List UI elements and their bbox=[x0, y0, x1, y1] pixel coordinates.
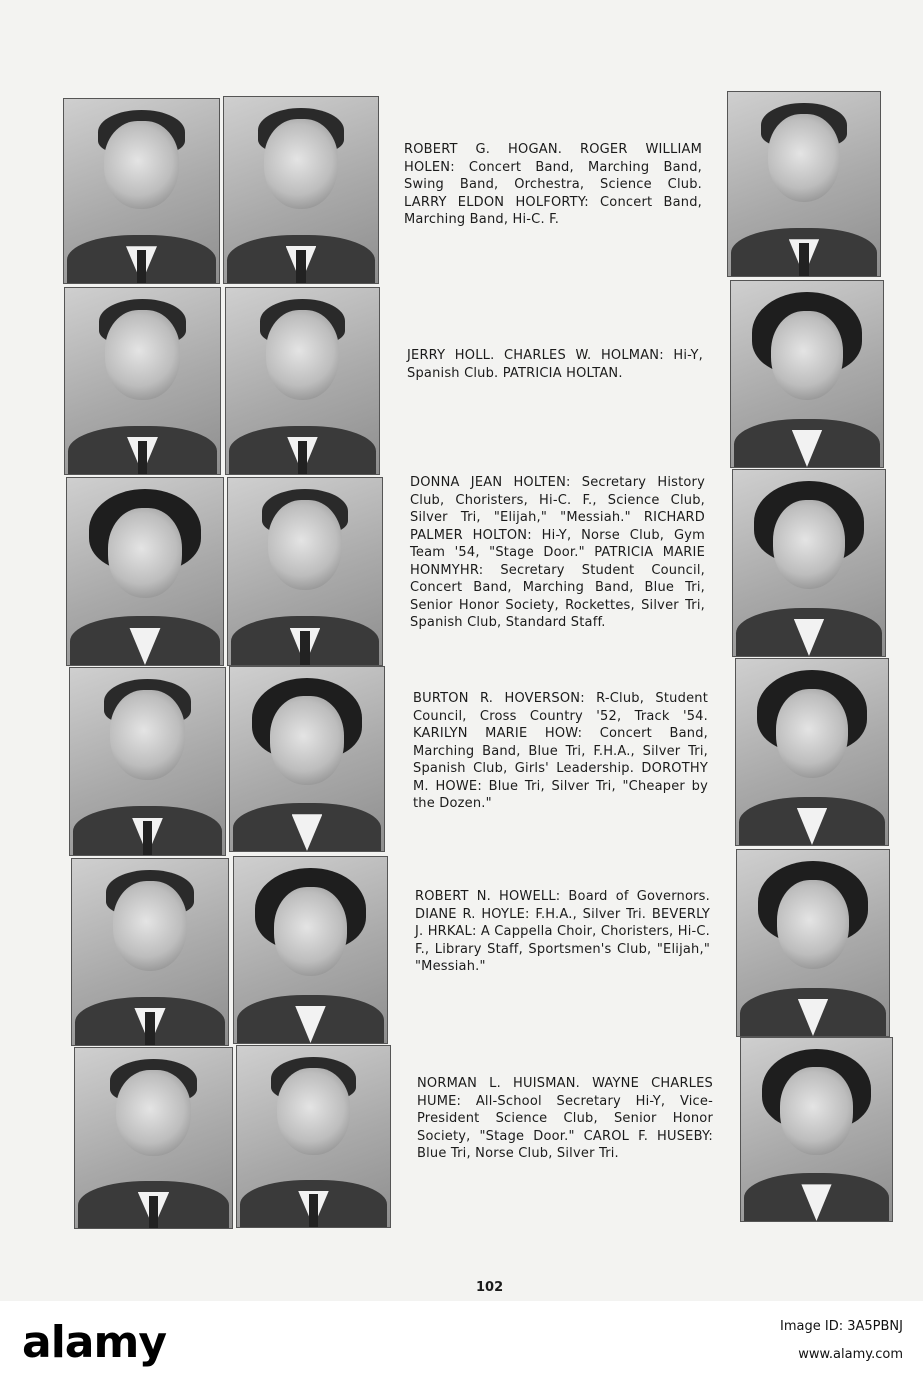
student-caption: NORMAN L. HUISMAN. WAYNE CHARLES HUME: All-School Secretary Hi-Y, Vice-President Science Club, Senior Honor Society, "Stage Door." CAROL F. HUSEBY: Blue Tri, Norse Club, Silver Tri. bbox=[417, 1076, 713, 1161]
stock-footer bbox=[0, 1301, 923, 1390]
portrait-photo bbox=[66, 477, 224, 666]
portrait-photo bbox=[63, 98, 220, 284]
page-number: 102 bbox=[476, 1280, 504, 1295]
image-id: Image ID: 3A5PBNJ bbox=[780, 1319, 903, 1334]
portrait-photo bbox=[233, 856, 388, 1044]
student-caption: ROBERT G. HOGAN. ROGER WILLIAM HOLEN: Concert Band, Marching Band, Swing Band, Orchestra, Science Club. LARRY ELDON HOLFORTY: Concert Band, Marching Band, Hi-C. F. bbox=[404, 142, 702, 227]
portrait-photo bbox=[735, 658, 889, 846]
portrait-photo bbox=[730, 280, 884, 468]
portrait-photo bbox=[69, 667, 226, 856]
student-caption: ROBERT N. HOWELL: Board of Governors. DIANE R. HOYLE: F.H.A., Silver Tri. BEVERLY J. HRKAL: A Cappella Choir, Choristers, Hi-C. F., Library Staff, Sportsmen's Club, "Elijah," "Messiah." bbox=[415, 889, 710, 974]
portrait-photo bbox=[740, 1037, 893, 1222]
site-url: www.alamy.com bbox=[798, 1347, 903, 1362]
portrait-photo bbox=[227, 477, 383, 666]
portrait-photo bbox=[64, 287, 221, 475]
portrait-photo bbox=[736, 849, 890, 1037]
portrait-photo bbox=[229, 666, 385, 852]
portrait-photo bbox=[236, 1045, 391, 1228]
student-caption: BURTON R. HOVERSON: R-Club, Student Council, Cross Country '52, Track '54. KARILYN MARIE HOW: Concert Band, Marching Band, Blue Tri, F.H.A., Silver Tri, Spanish Club, Girls' Leadership. DOROTHY M. HOWE: Blue Tri, Silver Tri, "Cheaper by the Dozen." bbox=[413, 691, 708, 811]
portrait-photo bbox=[71, 858, 229, 1046]
portrait-photo bbox=[223, 96, 379, 284]
portrait-photo bbox=[732, 469, 886, 657]
portrait-photo bbox=[727, 91, 881, 277]
brand-logo: alamy bbox=[22, 1317, 166, 1368]
portrait-photo bbox=[225, 287, 380, 475]
student-caption: JERRY HOLL. CHARLES W. HOLMAN: Hi-Y, Spanish Club. PATRICIA HOLTAN. bbox=[407, 348, 703, 381]
student-caption: DONNA JEAN HOLTEN: Secretary History Club, Choristers, Hi-C. F., Science Club, Silver Tri, "Elijah," "Messiah." RICHARD PALMER HOLTON: Hi-Y, Norse Club, Gym Team '54, "Stage Door." PATRICIA MARIE HONMYHR: Secretary Student Council, Concert Band, Marching Band, Blue Tri, Senior Honor Society, Rockettes, Silver Tri, Spanish Club, Standard Staff. bbox=[410, 475, 705, 630]
portrait-photo bbox=[74, 1047, 233, 1229]
